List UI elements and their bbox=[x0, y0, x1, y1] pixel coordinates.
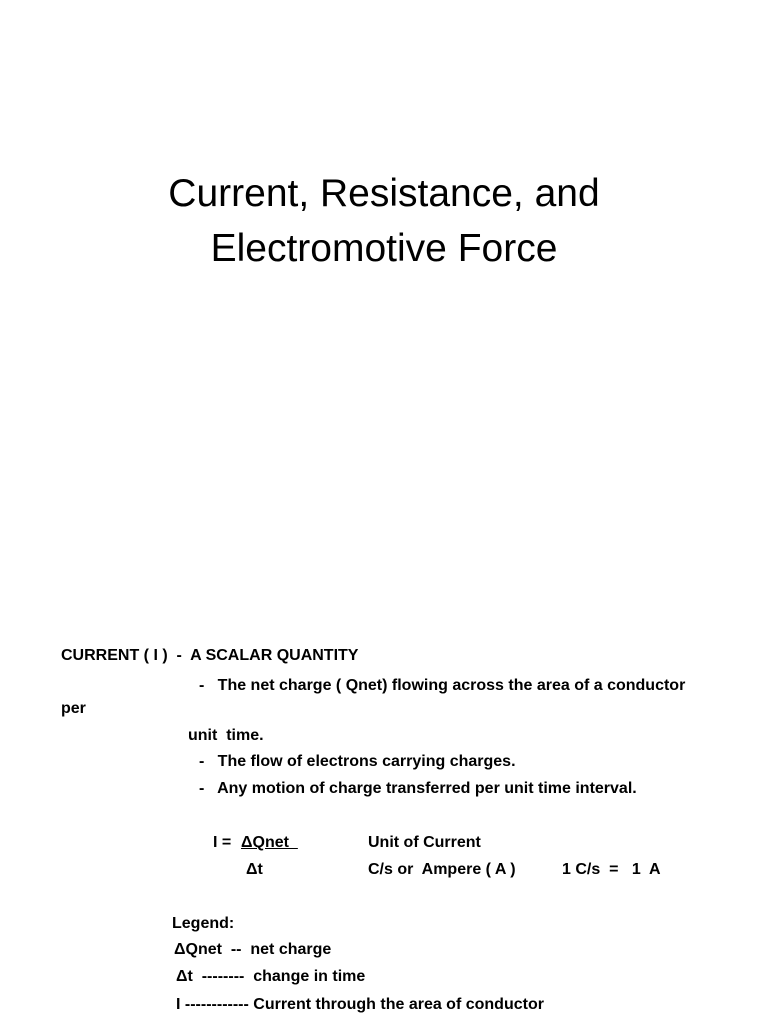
title-line-2: Electromotive Force bbox=[210, 227, 558, 270]
legend-item-net-charge: ΔQnet -- net charge bbox=[174, 941, 332, 958]
current-heading: CURRENT ( I ) - A SCALAR QUANTITY bbox=[61, 647, 359, 664]
formula-denominator: Δt bbox=[246, 861, 263, 878]
bullet-net-charge: - The net charge ( Qnet) flowing across the area of a conductor bbox=[199, 677, 686, 694]
bullet-net-charge-wrap: per bbox=[61, 700, 86, 717]
formula-numerator: ΔQnet bbox=[241, 834, 298, 851]
unit-equivalence: 1 C/s = 1 A bbox=[562, 861, 661, 878]
bullet-net-charge-cont: unit time. bbox=[188, 727, 264, 744]
bullet-charge-motion: - Any motion of charge transferred per unit time interval. bbox=[199, 780, 637, 797]
legend-heading: Legend: bbox=[172, 915, 235, 932]
formula-lhs: I = bbox=[213, 834, 236, 851]
unit-value: C/s or Ampere ( A ) bbox=[368, 861, 516, 878]
legend-item-time: Δt -------- change in time bbox=[176, 968, 366, 985]
bullet-electron-flow: - The flow of electrons carrying charges. bbox=[199, 753, 516, 770]
unit-heading: Unit of Current bbox=[368, 834, 481, 851]
legend-item-current: I ------------ Current through the area of conductor bbox=[176, 996, 544, 1013]
title-line-1: Current, Resistance, and bbox=[168, 172, 600, 215]
